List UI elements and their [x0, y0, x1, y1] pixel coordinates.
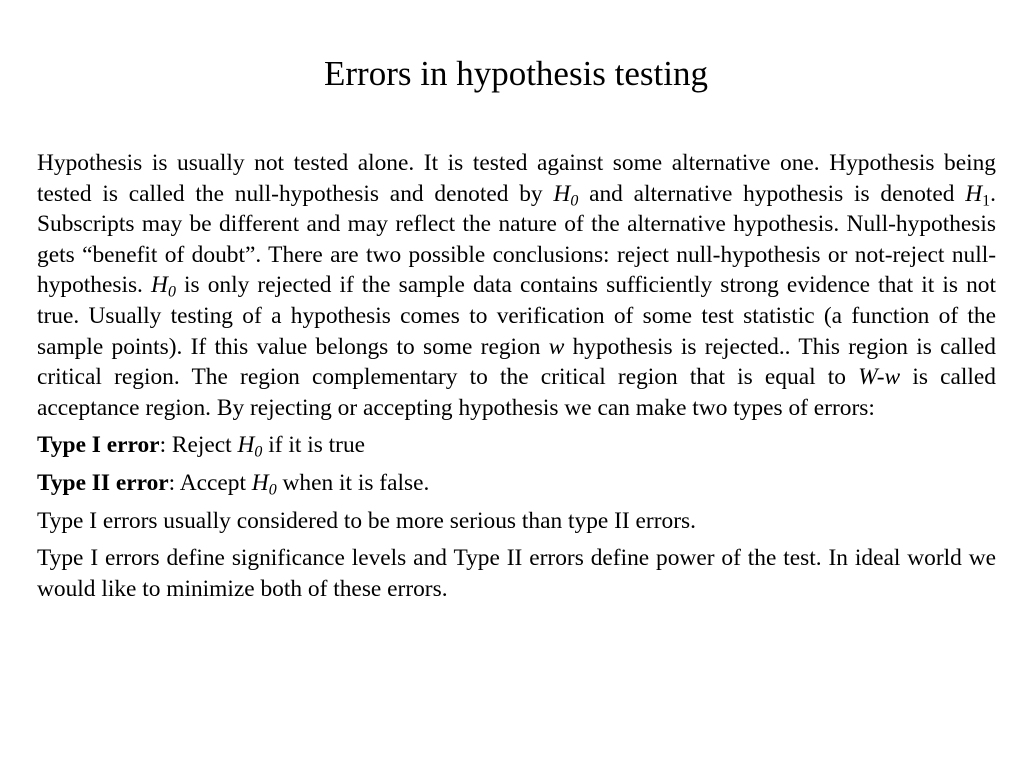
intro-text-4: is only rejected if the sample data contains sufficiently strong evidence that it is not true. Usually testing of a hypothesis comes to verification of some test statistic (a function of the sample points). If this value belongs to some region — [37, 272, 996, 360]
note-seriousness: Type I errors usually considered to be more serious than type II errors. — [37, 507, 696, 534]
slide-body — [37, 148, 996, 604]
w-minus-w-symbol: W-w — [858, 364, 901, 391]
type1-label: Type I error — [37, 432, 160, 459]
h0-symbol-second: $H_0$ — [151, 272, 176, 301]
intro-text-2: and alternative hypothesis is denoted — [578, 180, 966, 207]
type2-error-line — [37, 468, 996, 499]
type2-h0-symbol: $H_0$ — [251, 469, 277, 499]
note-significance-power: Type I errors define significance levels and Type II errors define power of the test. In ideal world we would like to minimize both of these errors. — [37, 545, 996, 602]
w-symbol: w — [548, 333, 565, 360]
intro-paragraph — [37, 148, 996, 423]
type2-text-2: when it is false. — [276, 469, 430, 496]
h0-symbol: $H_0$ — [553, 180, 579, 210]
type1-text-2: if it is true — [262, 432, 366, 459]
intro-text-6: is called acceptance region. By rejecting or accepting hypothesis we can make two types of errors: — [37, 364, 996, 421]
h1-symbol: H — [965, 180, 983, 207]
type2-label: Type II error — [37, 469, 169, 496]
intro-text-3: . Subscripts may be different and may reflect the nature of the alternative hypothesis. Null-hypothesis gets “benefit of doubt”. There are two possible conclusions: reject null-hypothesis or not-reject null-hypothesis. — [37, 180, 996, 299]
type1-error-line — [37, 430, 996, 461]
type1-text-1: : Reject — [159, 432, 238, 459]
type2-text-1: : Accept — [168, 469, 252, 496]
intro-text-1: Hypothesis is usually not tested alone. It is tested against some alternative one. Hypothesis being tested is called the null-hypothesis and denoted by — [37, 150, 996, 207]
type1-h0-symbol: $H_0$ — [237, 432, 263, 461]
intro-text-5: hypothesis is rejected.. This region is called critical region. The region complementary to the critical region that is equal to — [37, 333, 996, 391]
h1-subscript: 1 — [982, 192, 991, 210]
slide-title: Errors in hypothesis testing — [324, 54, 708, 93]
